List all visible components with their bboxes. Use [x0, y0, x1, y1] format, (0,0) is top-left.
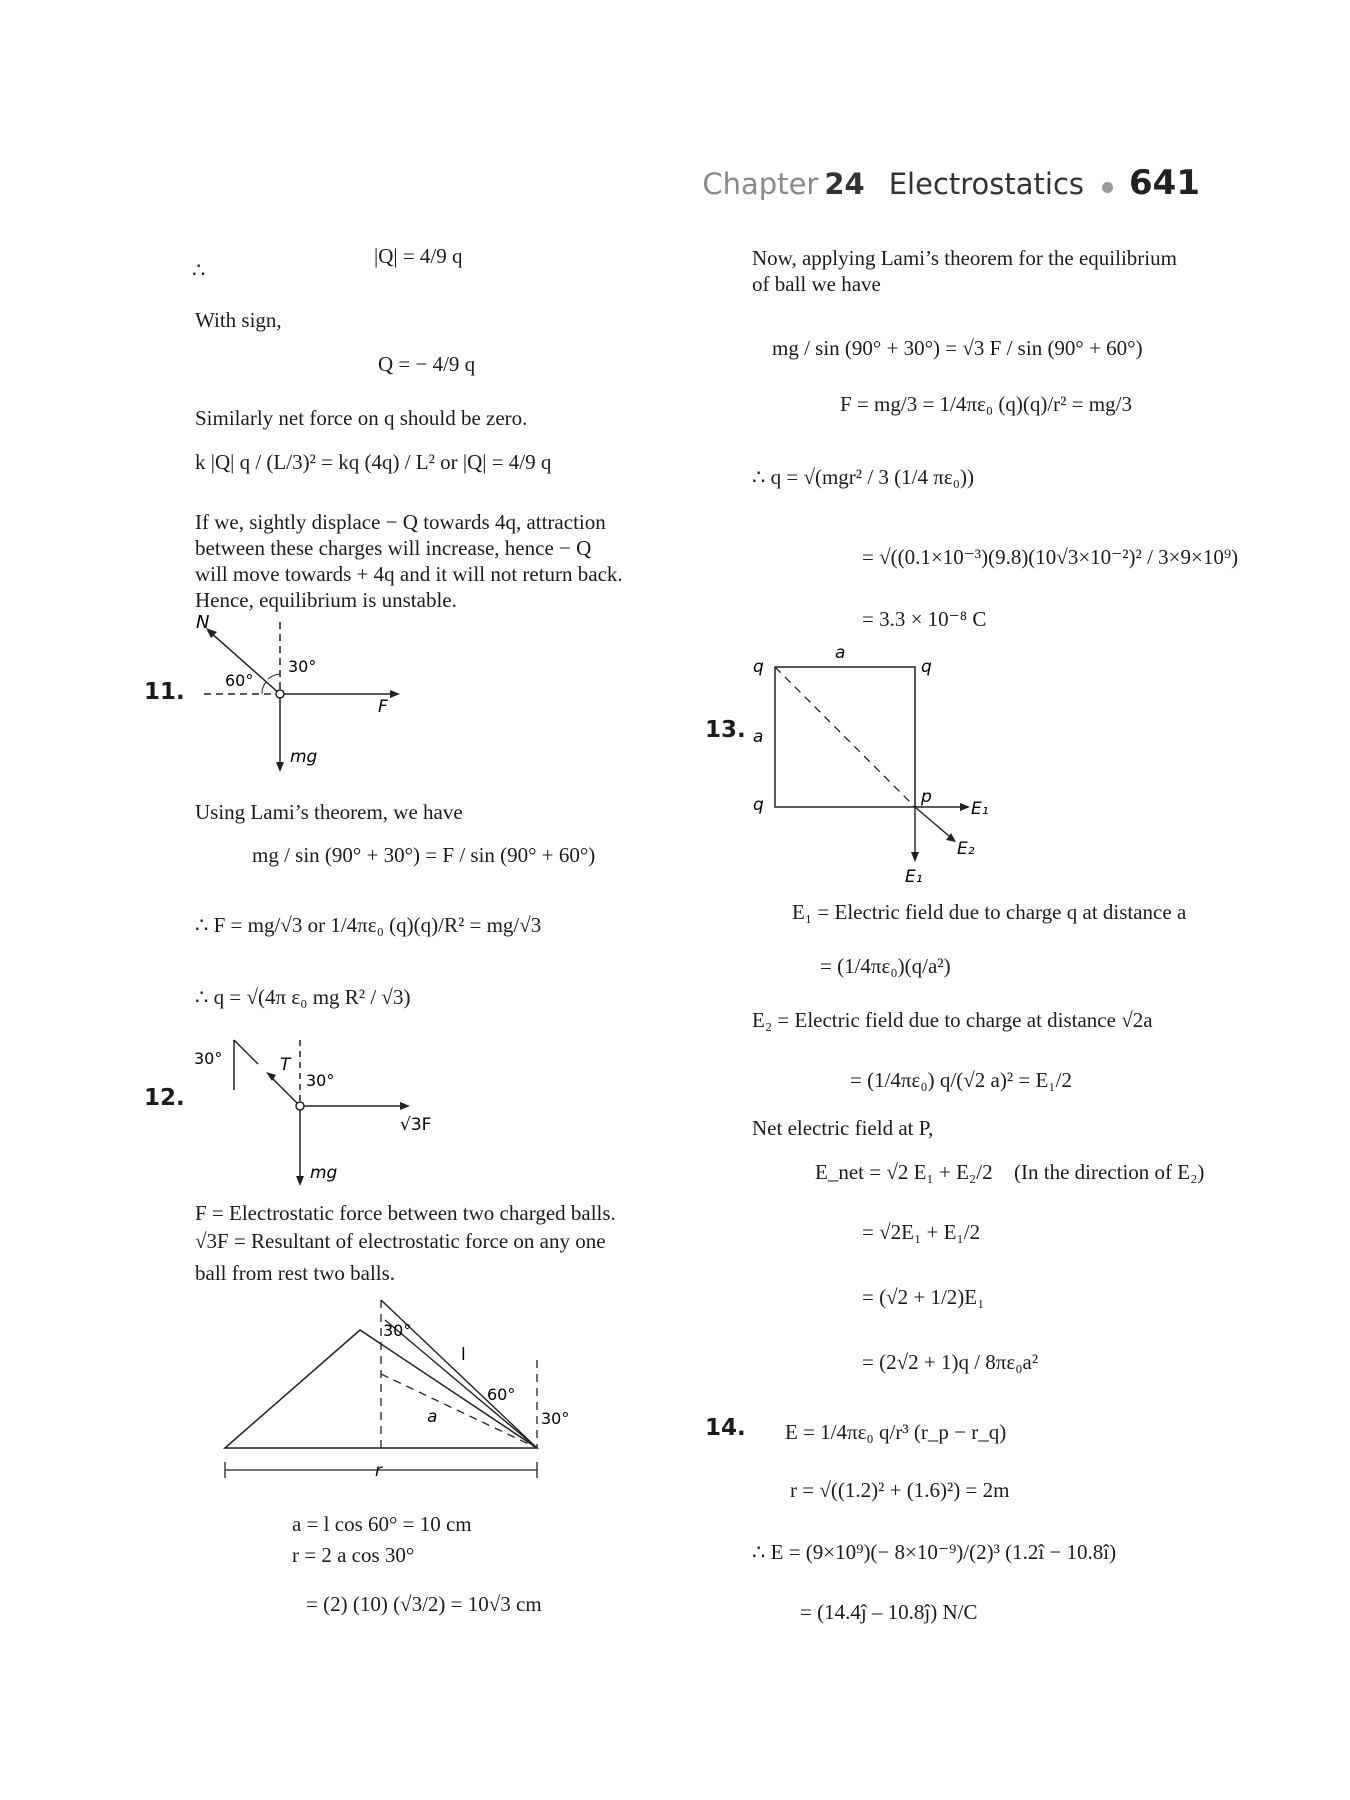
- label-30-top: 30°: [383, 1321, 412, 1340]
- enet-equation: E_net = √2 E₁ + E₂/2: [815, 1160, 993, 1184]
- r-distance-equation: r = √((1.2)² + (1.6)²) = 2m: [790, 1478, 1010, 1502]
- arrow-down-icon: [911, 852, 919, 862]
- diagonal-dashed: [775, 667, 915, 807]
- square-charge-diagram: [745, 642, 1005, 892]
- angle-arc-60: [262, 682, 266, 694]
- ball-point: [276, 690, 284, 698]
- question-12-number: 12.: [144, 1085, 185, 1111]
- label-30deg: 30°: [288, 657, 317, 676]
- label-f: F: [378, 697, 388, 717]
- page-number: 641: [1129, 163, 1200, 203]
- para-line-3: will move towards + 4q and it will not return back.: [195, 562, 623, 586]
- q-sign-equation: Q = − 4/9 q: [378, 352, 476, 376]
- f2-equation: F = mg/3 = 1/4πε₀ (q)(q)/r² = mg/3: [840, 392, 1132, 416]
- triangle-geometry-diagram: [215, 1290, 595, 1490]
- label-a: a: [427, 1407, 438, 1427]
- q14-equation: E = 1/4πε₀ q/r³ (r_p − r_q): [785, 1420, 1007, 1444]
- para-line-2: between these charges will increase, hence − Q: [195, 536, 592, 560]
- with-sign-text: With sign,: [195, 308, 282, 332]
- e2-value: = (1/4πε₀) q/(√2 a)² = E₁/2: [850, 1068, 1072, 1092]
- net-field-label: Net electric field at P,: [752, 1116, 934, 1140]
- a-equation: a = l cos 60° = 10 cm: [292, 1512, 472, 1536]
- label-root3f: √3F: [400, 1115, 432, 1135]
- label-p: p: [921, 787, 932, 807]
- e1-definition: E₁ = Electric field due to charge q at distance a: [792, 900, 1187, 924]
- label-l: l: [461, 1345, 466, 1365]
- enet-step-4: = (2√2 + 1)q / 8πε₀a²: [862, 1350, 1039, 1374]
- e-substitution: ∴ E = (9×10⁹)(− 8×10⁻⁹)/(2)³ (1.2î − 10.8î): [752, 1540, 1117, 1564]
- intro-line-2: of ball we have: [752, 272, 881, 296]
- chapter-title: Electrostatics: [888, 167, 1085, 201]
- arrow-down-icon: [276, 762, 284, 772]
- label-mg-12: mg: [310, 1163, 338, 1183]
- para-line-4: Hence, equilibrium is unstable.: [195, 588, 457, 612]
- thread-top: [234, 1040, 258, 1064]
- question-13-number: 13.: [705, 717, 746, 743]
- e2-line: [915, 807, 949, 836]
- therefore-symbol: ∴: [192, 258, 206, 282]
- label-mg: mg: [290, 747, 318, 767]
- label-q-tr: q: [921, 657, 932, 677]
- label-n: N: [196, 612, 210, 633]
- arrow-right-icon: [960, 803, 970, 811]
- def-f-text: F = Electrostatic force between two charged balls.: [195, 1201, 616, 1225]
- force-balance-equation: k |Q| q / (L/3)² = kq (4q) / L² or |Q| = 4/9 q: [195, 450, 552, 474]
- label-r: r: [375, 1461, 382, 1481]
- arrow-right-icon: [390, 690, 400, 698]
- label-a-left: a: [753, 727, 764, 747]
- lami-equation-1: mg / sin (90° + 30°) = F / sin (90° + 60°): [252, 843, 596, 867]
- q2-substitution: = √((0.1×10⁻³)(9.8)(10√3×10⁻²)² / 3×9×10⁹): [862, 545, 1239, 569]
- def-root3f-text: √3F = Resultant of electrostatic force on any one: [195, 1229, 606, 1253]
- lami-intro-text: Using Lami’s theorem, we have: [195, 800, 463, 824]
- ball-point-12: [296, 1102, 304, 1110]
- r-value: = (2) (10) (√3/2) = 10√3 cm: [306, 1592, 542, 1616]
- question-11-number: 11.: [144, 679, 185, 705]
- e2-definition: E₂ = Electric field due to charge at distance √2a: [752, 1008, 1153, 1032]
- chapter-word: Chapter: [702, 167, 819, 201]
- angle-arc-30: [268, 674, 280, 679]
- q12-force-diagram: [190, 1030, 450, 1200]
- label-60: 60°: [487, 1385, 516, 1404]
- enet-note: (In the direction of E₂): [1014, 1160, 1205, 1184]
- enet-step-2: = √2E₁ + E₁/2: [862, 1220, 981, 1244]
- para-line-1: If we, sightly displace − Q towards 4q, attraction: [195, 510, 606, 534]
- label-q-tl: q: [753, 657, 764, 677]
- chapter-number: 24: [824, 167, 865, 201]
- label-30b: 30°: [306, 1071, 335, 1090]
- label-e2: E₂: [957, 839, 975, 859]
- label-q-bl: q: [753, 795, 764, 815]
- arrow-right-icon: [400, 1102, 410, 1110]
- label-30a: 30°: [194, 1049, 223, 1068]
- q11-force-diagram: [190, 612, 430, 782]
- label-30-right: 30°: [541, 1409, 570, 1428]
- e-value: = (14.4ĵ – 10.8ĵ) N/C: [800, 1600, 978, 1624]
- f-equation: ∴ F = mg/√3 or 1/4πε₀ (q)(q)/R² = mg/√3: [195, 913, 542, 937]
- label-a-top: a: [835, 643, 846, 663]
- label-e1-down: E₁: [905, 867, 923, 887]
- arrow-down-icon: [296, 1176, 304, 1186]
- label-t: T: [280, 1055, 291, 1075]
- running-header: [702, 163, 1200, 203]
- enet-step-3: = (√2 + 1/2)E₁: [862, 1285, 985, 1309]
- q2-value: = 3.3 × 10⁻⁸ C: [862, 607, 987, 631]
- similarly-text: Similarly net force on q should be zero.: [195, 406, 528, 430]
- r-equation: r = 2 a cos 30°: [292, 1543, 415, 1567]
- q2-equation: ∴ q = √(mgr² / 3 (1/4 πε₀)): [752, 465, 974, 489]
- label-e1-right: E₁: [971, 799, 989, 819]
- q-magnitude-equation: |Q| = 4/9 q: [374, 244, 463, 268]
- lami-equation-2: mg / sin (90° + 30°) = √3 F / sin (90° + 60°): [772, 336, 1143, 360]
- def-ball-text: ball from rest two balls.: [195, 1261, 396, 1285]
- intro-line-1: Now, applying Lami’s theorem for the equilibrium: [752, 246, 1177, 270]
- bullet-icon: [1102, 182, 1113, 193]
- label-60deg: 60°: [225, 671, 254, 690]
- e1-value: = (1/4πε₀)(q/a²): [820, 954, 951, 978]
- question-14-number: 14.: [705, 1415, 746, 1441]
- tension-line: [270, 1076, 300, 1106]
- q-equation: ∴ q = √(4π ε₀ mg R² / √3): [195, 985, 411, 1009]
